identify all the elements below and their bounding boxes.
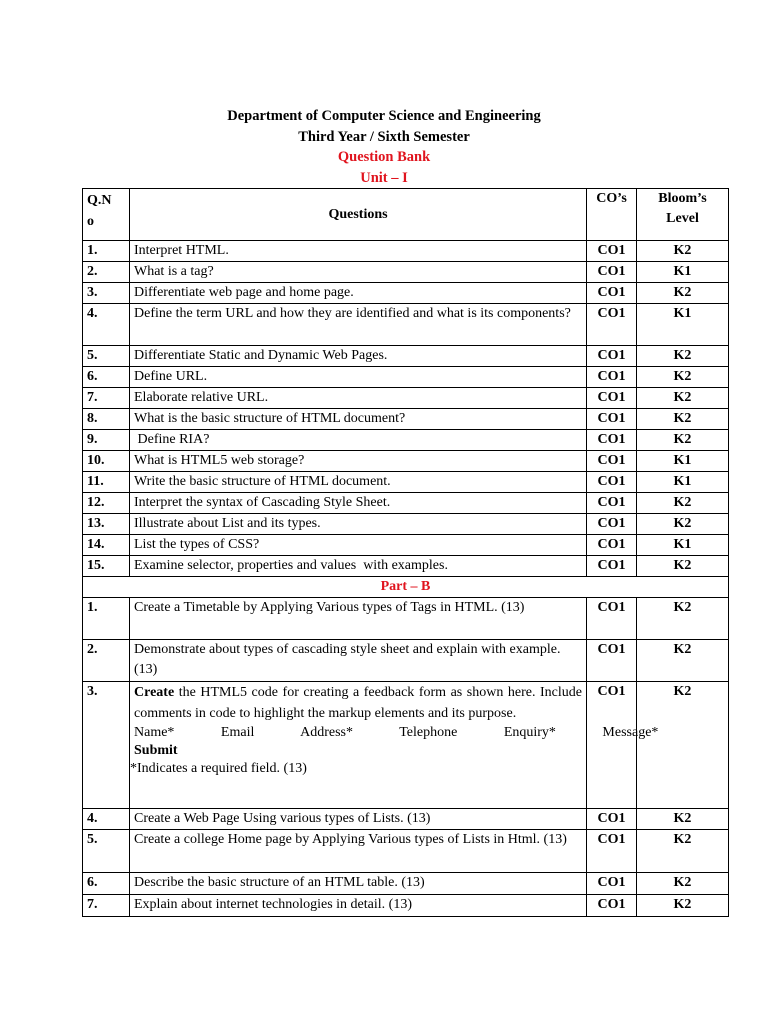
blooms-level: K2: [637, 430, 729, 451]
question-text: [130, 895, 587, 917]
question-text-value: Differentiate Static and Dynamic Web Pages.: [134, 348, 388, 363]
question-number: 2.: [83, 640, 130, 682]
question-text-value: Demonstrate about types of cascading style sheet and explain with example. (13): [134, 642, 561, 677]
blooms-level: K2: [637, 598, 729, 640]
part-a-row: [83, 388, 729, 409]
part-b-row: [83, 809, 729, 830]
blooms-level: K1: [637, 451, 729, 472]
question-number: 1.: [83, 241, 130, 262]
question-number: 13.: [83, 514, 130, 535]
blooms-level: K2: [637, 388, 729, 409]
question-text: [130, 304, 587, 346]
blooms-level: K2: [637, 514, 729, 535]
blooms-header-line1: Bloom’s: [658, 191, 707, 206]
blooms-level: K2: [637, 493, 729, 514]
co-value: CO1: [587, 598, 637, 640]
question-text-value: Define URL.: [134, 369, 208, 384]
question-text: [130, 598, 587, 640]
part-b-row: [83, 830, 729, 873]
blooms-level: K2: [637, 367, 729, 388]
blooms-level: K2: [637, 830, 729, 873]
question-text-value: Create a college Home page by Applying Various types of Lists in Html. (13): [134, 832, 567, 847]
blooms-level: K2: [637, 346, 729, 367]
question-text-value: Create a Web Page Using various types of Lists. (13): [134, 811, 431, 826]
question-text-value: Write the basic structure of HTML document.: [134, 474, 391, 489]
blooms-level: K1: [637, 535, 729, 556]
question-number: 15.: [83, 556, 130, 577]
co-value: CO1: [587, 514, 637, 535]
question-number: 6.: [83, 873, 130, 895]
question-number: 2.: [83, 262, 130, 283]
qno-header: [83, 189, 130, 241]
part-a-row: [83, 409, 729, 430]
question-number: 6.: [83, 367, 130, 388]
question-text: [130, 640, 587, 682]
qno-header-line1: Q.N: [87, 193, 112, 208]
question-bank-title: Question Bank: [337, 149, 431, 165]
blooms-level: K2: [637, 682, 729, 809]
question-text: [130, 873, 587, 895]
question-number: 10.: [83, 451, 130, 472]
question-text: [130, 367, 587, 388]
document-header: [0, 106, 768, 188]
question-text-value: Interpret the syntax of Cascading Style Sheet.: [134, 495, 391, 510]
question-text-value: Examine selector, properties and values with examples.: [134, 558, 448, 573]
question-text-value: Define RIA?: [134, 432, 210, 447]
department-title: Department of Computer Science and Engineering: [227, 108, 541, 124]
question-text: [130, 409, 587, 430]
question-text-value: Differentiate web page and home page.: [134, 285, 354, 300]
question-number: 8.: [83, 409, 130, 430]
question-text-value: Create a Timetable by Applying Various types of Tags in HTML. (13): [134, 600, 525, 615]
question-number: 12.: [83, 493, 130, 514]
question-text: [130, 451, 587, 472]
co-value: CO1: [587, 388, 637, 409]
question-text: [130, 830, 587, 873]
question-number: 14.: [83, 535, 130, 556]
qno-header-line2: o: [87, 214, 94, 229]
question-text: [130, 388, 587, 409]
co-value: CO1: [587, 262, 637, 283]
question-rest: the HTML5 code for creating a feedback form as shown here. Include comments in code to highlight the markup elements and its purpose.: [134, 685, 582, 721]
year-semester: Third Year / Sixth Semester: [298, 128, 470, 145]
part-b-row: [83, 873, 729, 895]
part-b-row: [83, 640, 729, 682]
blooms-header: [637, 189, 729, 241]
question-text: [130, 283, 587, 304]
question-number: 9.: [83, 430, 130, 451]
part-a-row: [83, 241, 729, 262]
question-number: 4.: [83, 304, 130, 346]
co-value: CO1: [587, 241, 637, 262]
question-text: [130, 472, 587, 493]
questions-header: Questions: [130, 189, 587, 241]
question-bold-verb: Create: [134, 685, 175, 700]
co-value: CO1: [587, 895, 637, 917]
question-text-value: What is the basic structure of HTML document?: [134, 411, 406, 426]
question-text: [130, 514, 587, 535]
form-fields-line: Name* Email Address* Telephone Enquiry* Message*: [134, 725, 659, 740]
question-paragraph: [134, 682, 582, 724]
co-value: CO1: [587, 640, 637, 682]
co-value: CO1: [587, 682, 637, 809]
co-value: CO1: [587, 493, 637, 514]
question-text: [130, 430, 587, 451]
co-value: CO1: [587, 451, 637, 472]
co-value: CO1: [587, 830, 637, 873]
co-value: CO1: [587, 304, 637, 346]
co-header: CO’s: [587, 189, 637, 241]
question-number: 5.: [83, 346, 130, 367]
part-a-row: [83, 304, 729, 346]
question-text-value: What is a tag?: [134, 264, 214, 279]
question-text-value: Illustrate about List and its types.: [134, 516, 321, 531]
co-value: CO1: [587, 346, 637, 367]
part-b-row: [83, 895, 729, 917]
question-number: 11.: [83, 472, 130, 493]
blooms-level: K1: [637, 472, 729, 493]
blooms-level: K2: [637, 873, 729, 895]
question-text: [130, 556, 587, 577]
co-value: CO1: [587, 809, 637, 830]
co-value: CO1: [587, 556, 637, 577]
part-a-row: [83, 493, 729, 514]
blooms-level: K2: [637, 809, 729, 830]
question-number: 4.: [83, 809, 130, 830]
part-a-row: [83, 430, 729, 451]
question-text-value: Explain about internet technologies in detail. (13): [134, 897, 412, 912]
co-value: CO1: [587, 873, 637, 895]
blooms-level: K1: [637, 304, 729, 346]
question-text-value: Interpret HTML.: [134, 243, 229, 258]
blooms-level: K2: [637, 241, 729, 262]
part-b-row: [83, 577, 729, 598]
co-value: CO1: [587, 367, 637, 388]
question-text: [130, 535, 587, 556]
question-number: 7.: [83, 895, 130, 917]
required-note: *Indicates a required field. (13): [130, 761, 307, 776]
question-text: [130, 241, 587, 262]
part-a-row: [83, 346, 729, 367]
question-text: [130, 346, 587, 367]
question-number: 7.: [83, 388, 130, 409]
blooms-level: K2: [637, 409, 729, 430]
blooms-level: K2: [637, 895, 729, 917]
question-text: [130, 493, 587, 514]
part-a-row: [83, 262, 729, 283]
co-value: CO1: [587, 283, 637, 304]
part-b-row: [83, 682, 729, 809]
question-text: [130, 809, 587, 830]
part-a-row: [83, 535, 729, 556]
question-text: [130, 262, 587, 283]
co-value: CO1: [587, 430, 637, 451]
question-text-value: Describe the basic structure of an HTML table. (13): [134, 875, 425, 890]
question-number: 1.: [83, 598, 130, 640]
question-text-value: Define the term URL and how they are identified and what is its components?: [134, 306, 571, 321]
question-table: [82, 188, 729, 917]
part-a-row: [83, 451, 729, 472]
co-value: CO1: [587, 409, 637, 430]
table-header-row: [83, 189, 729, 241]
question-text-value: Elaborate relative URL.: [134, 390, 269, 405]
blooms-header-line2: Level: [666, 211, 699, 226]
unit-title: Unit – I: [360, 169, 408, 186]
blooms-level: K2: [637, 283, 729, 304]
part-b-row: [83, 598, 729, 640]
question-number: 3.: [83, 283, 130, 304]
question-number: 3.: [83, 682, 130, 809]
part-a-row: [83, 556, 729, 577]
co-value: CO1: [587, 535, 637, 556]
submit-label: Submit: [134, 743, 178, 758]
blooms-level: K1: [637, 262, 729, 283]
part-b-label: Part – B: [83, 577, 729, 598]
part-a-row: [83, 514, 729, 535]
part-a-row: [83, 472, 729, 493]
part-a-row: [83, 367, 729, 388]
question-number: 5.: [83, 830, 130, 873]
question-text-value: List the types of CSS?: [134, 537, 260, 552]
co-value: CO1: [587, 472, 637, 493]
blooms-level: K2: [637, 640, 729, 682]
part-a-row: [83, 283, 729, 304]
question-text-value: What is HTML5 web storage?: [134, 453, 305, 468]
blooms-level: K2: [637, 556, 729, 577]
